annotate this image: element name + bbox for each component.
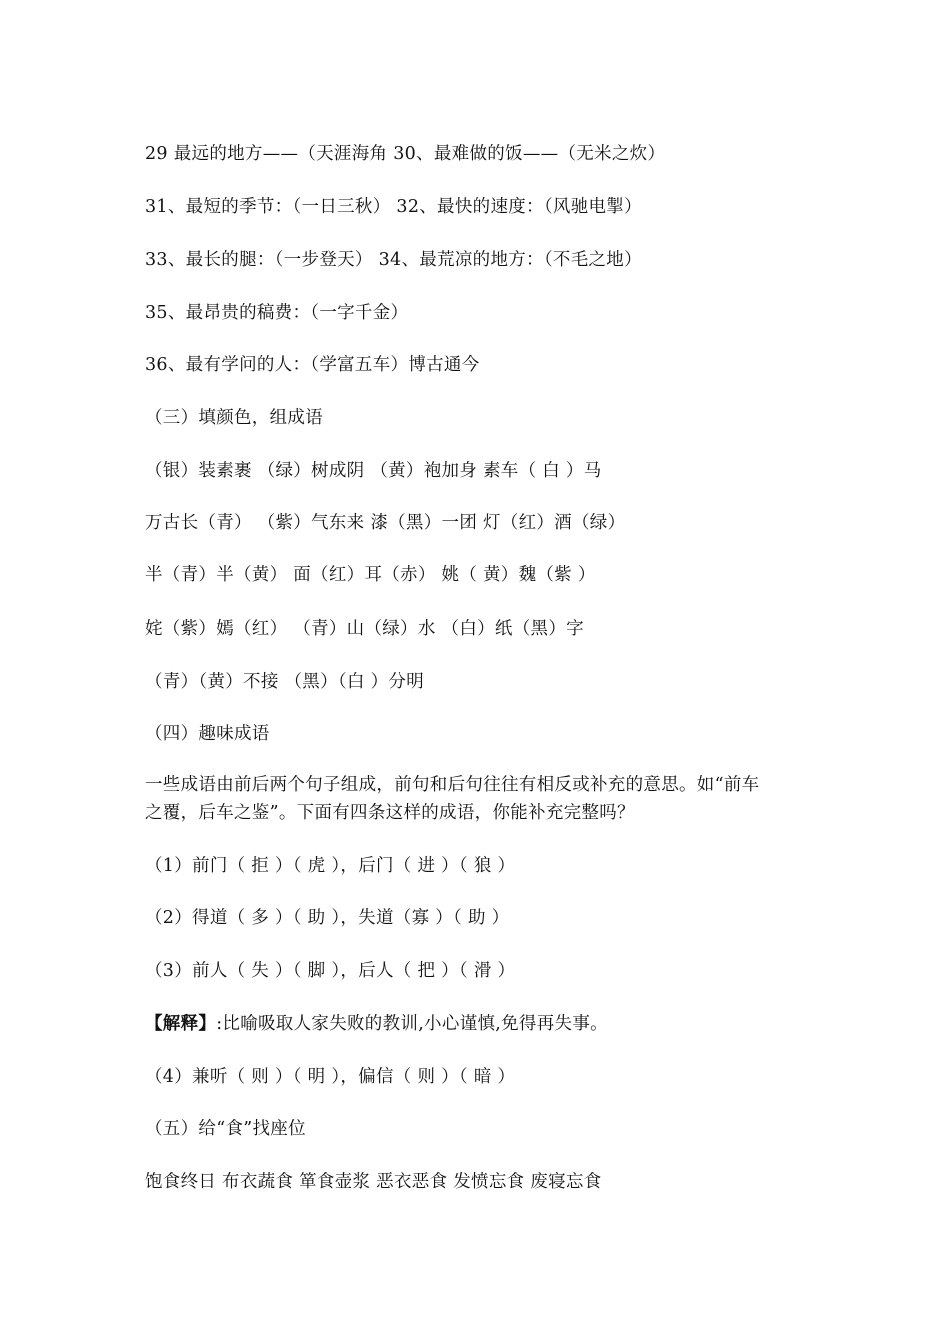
explanation-text: :比喻吸取人家失败的教训,小心谨慎,免得再失事。	[216, 1014, 608, 1034]
explanation-label: 【解释】	[145, 1014, 217, 1034]
section-4-intro	[145, 771, 810, 827]
question-3: （3）前人（ 失 ）（ 脚 ），后人（ 把 ）（ 滑 ）	[145, 961, 516, 981]
section-4-title: （四）趣味成语	[145, 724, 270, 744]
idiom-line-31: 31、最短的季节：（一日三秋） 32、最快的速度：（风驰电掣）	[145, 197, 642, 217]
idiom-line-36: 36、最有学问的人：（学富五车）博古通今	[145, 355, 480, 375]
intro-line-2: 之覆，后车之鉴”。下面有四条这样的成语，你能补充完整吗？	[145, 803, 635, 823]
idiom-line-29: 29 最远的地方——（天涯海角 30、最难做的饭——（无米之炊）	[145, 144, 666, 164]
question-1: （1）前门（ 拒 ）（ 虎 ），后门（ 进 ）（ 狼 ）	[145, 856, 516, 876]
food-idioms-line: 饱食终日 布衣蔬食 箪食壶浆 恶衣恶食 发愤忘食 废寝忘食	[145, 1172, 602, 1192]
color-idioms-line-5: （青）（黄）不接 （黑）（白 ）分明	[145, 672, 425, 692]
intro-line-1: 一些成语由前后两个句子组成，前句和后句往往有相反或补充的意思。如“前车	[145, 775, 760, 795]
idiom-line-35: 35、最昂贵的稿费：（一字千金）	[145, 303, 409, 323]
question-2: （2）得道（ 多 ）（ 助 ），失道（寡 ）（ 助 ）	[145, 908, 510, 928]
color-idioms-line-4: 姹（紫）嫣（红） （青）山（绿）水 （白）纸（黑）字	[145, 619, 584, 639]
section-3-title: （三）填颜色，组成语	[145, 408, 323, 428]
idiom-line-33: 33、最长的腿：（一步登天） 34、最荒凉的地方：（不毛之地）	[145, 250, 642, 270]
section-5-title: （五）给“食”找座位	[145, 1119, 306, 1139]
color-idioms-line-1: （银）装素裹 （绿）树成阴 （黄）袍加身 素车（ 白 ）马	[145, 461, 602, 481]
question-4: （4）兼听（ 则 ）（ 明 ），偏信（ 则 ）（ 暗 ）	[145, 1067, 516, 1087]
color-idioms-line-3: 半（青）半（黄） 面（红）耳（赤） 姚（ 黄）魏（紫 ）	[145, 565, 596, 585]
explanation	[145, 1013, 608, 1035]
color-idioms-line-2: 万古长（青） （紫）气东来 漆（黑）一团 灯（红）酒（绿）	[145, 513, 626, 533]
